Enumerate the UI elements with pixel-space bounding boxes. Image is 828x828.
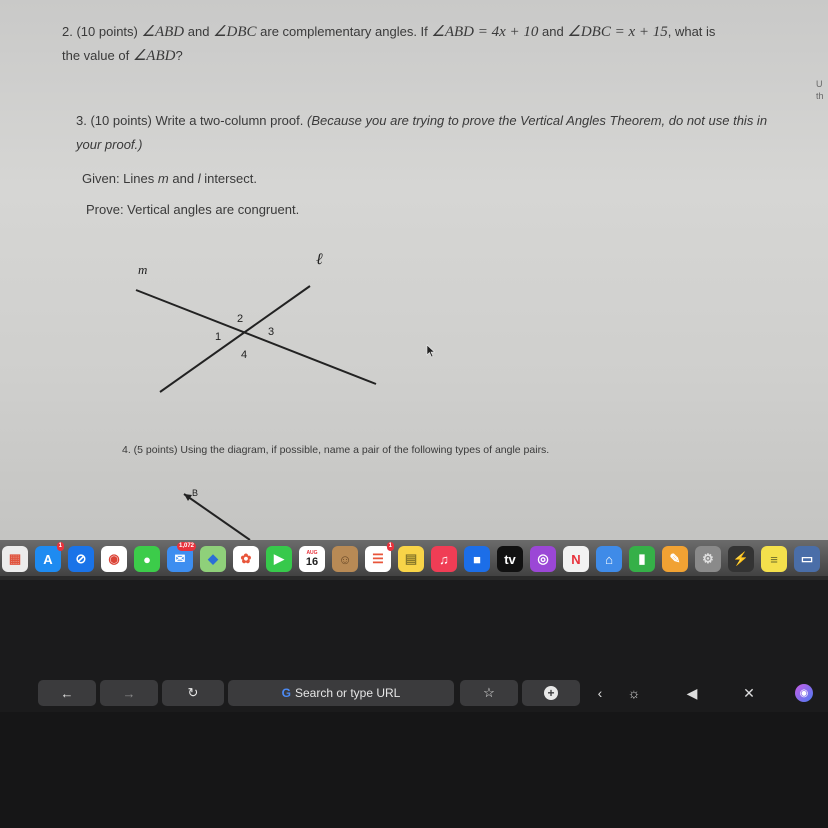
apple-tv-glyph: tv [504, 551, 516, 567]
apple-tv-icon[interactable] [497, 546, 523, 572]
point-b-label: B [192, 488, 199, 498]
q2-and: and [187, 24, 210, 39]
question-3 [76, 109, 776, 157]
mute-icon: ✕ [743, 684, 755, 701]
messages-glyph: ● [143, 551, 151, 567]
maps-icon[interactable] [200, 546, 226, 572]
angle-pairs-diagram [170, 480, 270, 540]
safari-icon[interactable] [68, 546, 94, 572]
touch-bar [0, 672, 828, 712]
collapse-button[interactable] [590, 680, 610, 706]
news-icon[interactable] [563, 546, 589, 572]
side-note-line-1: U [816, 79, 823, 89]
reminders-badge: 1 [388, 543, 392, 549]
chrome-icon[interactable] [101, 546, 127, 572]
reload-icon: ↻ [187, 685, 199, 700]
given-line-m: m [157, 171, 169, 186]
q2-question-mark: ? [175, 48, 183, 63]
mail-glyph: ✉ [174, 551, 186, 566]
calendar-glyph: 16 [305, 556, 319, 568]
q2-statement: are complementary angles. If [260, 24, 428, 39]
given-rest: intersect. [204, 171, 257, 186]
video-icon[interactable] [464, 546, 490, 572]
google-icon: G [281, 686, 291, 700]
vertical-angles-diagram [120, 240, 390, 400]
prove-text: Prove: Vertical angles are congruent. [86, 202, 300, 217]
given-and: and [172, 171, 195, 186]
reload-button[interactable] [162, 680, 224, 706]
launchpad-icon[interactable] [2, 546, 28, 572]
mouse-pointer-icon [426, 344, 436, 358]
chevron-left-icon: ‹ [597, 685, 603, 701]
mail-badge: 1,072 [178, 543, 194, 549]
system-prefs-glyph: ⚙ [702, 551, 714, 566]
angle-label-3: 3 [268, 326, 275, 338]
keynote-glyph: ⌂ [605, 551, 613, 567]
finder-window-glyph: ▭ [800, 551, 814, 566]
reminders-glyph: ☰ [372, 551, 384, 566]
q2-angle-abd: ∠ABD [141, 24, 185, 40]
keyboard-area [0, 712, 828, 828]
search-url-placeholder: Search or type URL [294, 686, 401, 700]
brightness-button[interactable] [622, 680, 646, 706]
facetime-icon[interactable] [266, 546, 292, 572]
angle-label-4: 4 [241, 349, 248, 361]
q2-angle-dbc: ∠DBC [213, 24, 257, 40]
q2-angle-abd-2: ∠ABD [132, 48, 176, 64]
music-glyph: ♫ [439, 551, 449, 567]
side-note [816, 78, 824, 102]
bookmark-button[interactable] [460, 680, 518, 706]
given-line-l: l [197, 171, 201, 186]
notes-icon[interactable] [398, 546, 424, 572]
prove-statement [86, 198, 299, 222]
angle-label-2: 2 [237, 313, 244, 325]
news-glyph: N [571, 551, 581, 567]
calendar-month: AUG [306, 550, 318, 556]
question-2 [62, 20, 782, 68]
brightness-icon: ☼ [627, 685, 641, 701]
volume-icon: ◀ [686, 684, 698, 701]
utility-icon[interactable] [728, 546, 754, 572]
q4-text: 4. (5 points) Using the diagram, if possible, name a pair of the following types of angle pairs. [122, 444, 550, 456]
back-button[interactable] [38, 680, 96, 706]
forward-button[interactable] [100, 680, 158, 706]
maps-glyph: ◆ [208, 551, 218, 566]
reminders-icon[interactable] [365, 543, 392, 572]
notes-glyph: ▤ [404, 551, 418, 566]
podcasts-icon[interactable] [530, 546, 556, 572]
given-label: Given: Lines [82, 171, 155, 186]
photos-icon[interactable] [233, 546, 259, 572]
mute-button[interactable] [736, 680, 762, 706]
music-icon[interactable] [431, 546, 457, 572]
stickies-icon[interactable] [761, 546, 787, 572]
contacts-icon[interactable] [332, 546, 358, 572]
q3-note: (Because you are trying to prove the Vertical Angles Theorem, do not use this in your proof.) [76, 113, 768, 152]
pages-icon[interactable] [662, 546, 688, 572]
app-store-icon[interactable] [35, 543, 62, 572]
new-tab-button[interactable] [522, 680, 580, 706]
app-store-glyph: A [43, 551, 53, 567]
stickies-glyph: ≡ [770, 551, 778, 567]
q2-tail: , what is [667, 24, 716, 39]
dock [0, 540, 828, 580]
siri-icon: ◉ [795, 684, 813, 702]
q2-and-2: and [542, 24, 564, 39]
pages-glyph: ✎ [669, 551, 681, 566]
contacts-glyph: ☺ [338, 551, 352, 567]
q2-line-2: the value of [62, 48, 130, 63]
angle-label-1: 1 [215, 331, 222, 343]
line-l [160, 286, 310, 392]
side-note-line-2: th [816, 91, 824, 101]
finder-window-icon[interactable] [794, 546, 820, 572]
mail-icon[interactable] [167, 543, 194, 572]
ray-b [184, 494, 250, 540]
label-l: ℓ [316, 251, 323, 268]
label-m: m [138, 262, 148, 277]
photos-glyph: ✿ [240, 551, 252, 566]
q3-prompt: 3. (10 points) Write a two-column proof. [76, 113, 304, 128]
star-icon: ☆ [483, 685, 495, 700]
chrome-glyph: ◉ [108, 551, 120, 566]
keynote-icon[interactable] [596, 546, 622, 572]
given-statement [82, 167, 257, 191]
question-4 [122, 438, 549, 462]
q2-points: 2. (10 points) [62, 24, 138, 39]
search-url-field[interactable] [228, 680, 454, 706]
back-arrow-icon: ← [60, 685, 74, 701]
facetime-glyph: ▶ [274, 551, 284, 566]
forward-arrow-icon: → [122, 685, 136, 701]
q2-equation-1: ∠ABD = 4x + 10 [431, 24, 539, 40]
system-prefs-icon[interactable] [695, 546, 721, 572]
plus-icon: + [544, 686, 558, 700]
utility-glyph: ⚡ [732, 551, 750, 566]
app-store-badge: 1 [58, 543, 62, 549]
video-glyph: ■ [473, 551, 481, 567]
safari-glyph: ⊘ [75, 551, 87, 566]
numbers-glyph: ▮ [638, 551, 646, 566]
siri-button[interactable] [792, 680, 816, 706]
podcasts-glyph: ◎ [537, 551, 549, 566]
line-m [136, 290, 376, 384]
q2-equation-2: ∠DBC = x + 15 [567, 24, 668, 40]
launchpad-glyph: ▦ [8, 551, 22, 566]
numbers-icon[interactable] [629, 546, 655, 572]
messages-icon[interactable] [134, 546, 160, 572]
calendar-icon[interactable] [299, 546, 325, 572]
volume-button[interactable] [680, 680, 704, 706]
dock-shelf [0, 576, 828, 580]
